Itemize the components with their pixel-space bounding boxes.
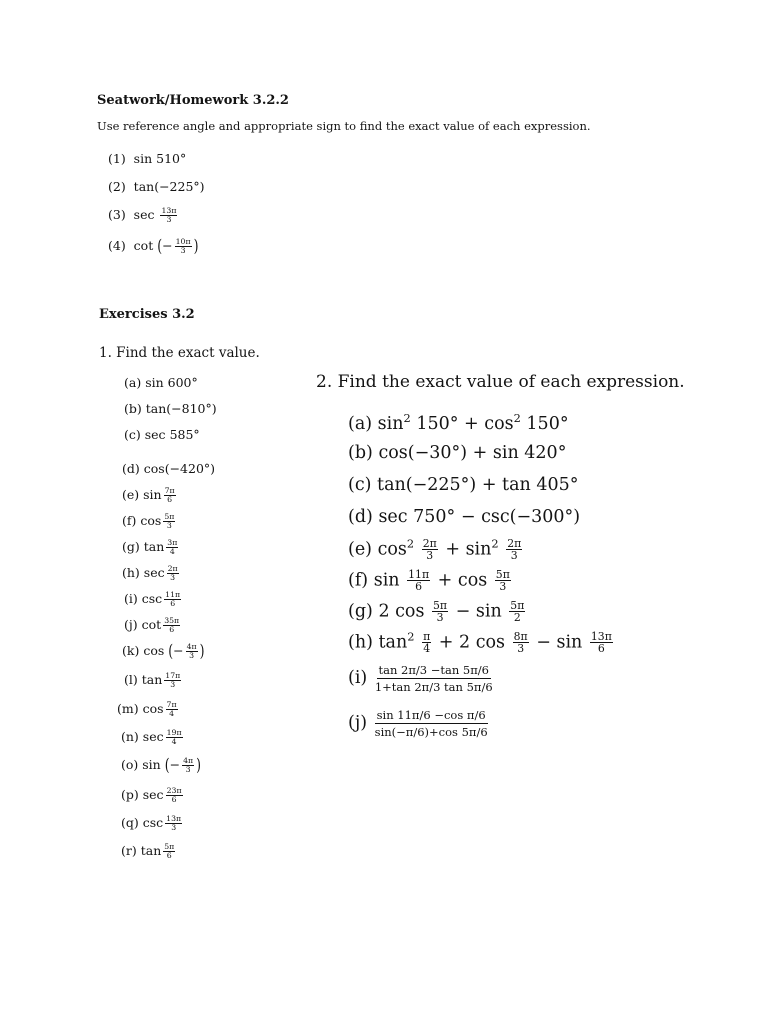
q1-item-a: (a) sin 600°: [124, 375, 198, 390]
q1-item-h: (h) sec $\frac{2\pi}{3}$: [122, 564, 178, 583]
q1-item-n: (n) sec $\frac{19\pi}{4}$: [121, 728, 182, 747]
seatwork-item: (3) sec $\frac{13\pi}{3}$: [108, 206, 177, 225]
q1-item-d: (d) cos(−420°): [122, 461, 216, 476]
q2-item-e: (e) $\cos^2$ $\frac{2\pi}{3}$ + $\sin^2$ $\frac{2\pi}{3}$: [348, 536, 522, 563]
exercises-title: Exercises 3.2: [99, 307, 195, 322]
seatwork-item: (1) sin 510°: [108, 151, 187, 166]
q2-item-j: (j) sin 11π/6 −cos π/6 sin(−π/6)+cos 5π/6: [348, 708, 488, 740]
q1-item-e: (e) sin $\frac{7\pi}{6}$: [122, 486, 175, 505]
q1-item-o: (o) sin (− $\frac{4\pi}{3}$ ): [121, 754, 202, 775]
question-1-heading: 1. Find the exact value.: [99, 345, 260, 361]
q2-item-g: (g) 2 cos $\frac{5\pi}{3}$ − sin $\frac{5\pi}{2}$: [348, 599, 525, 625]
q1-item-c: (c) sec 585°: [124, 427, 200, 442]
q2-item-a: (a) $\sin^2 150^\circ + \cos^2 150^\circ$: [348, 411, 569, 434]
q2-item-i: (i) tan 2π/3 −tan 5π/6 1+tan 2π/3 tan 5π/6: [348, 663, 493, 695]
q2-item-d: (d) sec 750° − csc(−300°): [348, 507, 581, 527]
question-2-heading: 2. Find the exact value of each expression.: [316, 372, 685, 392]
q1-item-p: (p) sec $\frac{23\pi}{6}$: [121, 786, 182, 805]
q1-item-i: (i) csc $\frac{11\pi}{6}$: [124, 590, 181, 609]
seatwork-title: Seatwork/Homework 3.2.2: [97, 93, 289, 108]
q1-item-f: (f) cos $\frac{5\pi}{3}$: [122, 512, 175, 531]
q2-item-f: (f) sin $\frac{11\pi}{6}$ + cos $\frac{5\pi}{3}$: [348, 568, 510, 594]
seatwork-item: (4) cot (− $\frac{10\pi}{3}$ ): [108, 235, 199, 256]
q1-item-j: (j) cot $\frac{35\pi}{6}$: [124, 616, 180, 635]
q1-item-m: (m) cos $\frac{7\pi}{4}$: [117, 700, 177, 719]
q1-item-g: (g) tan $\frac{3\pi}{4}$: [122, 538, 178, 557]
seatwork-instruction: Use reference angle and appropriate sign to find the exact value of each expression.: [97, 119, 591, 133]
q1-item-l: (l) tan $\frac{17\pi}{3}$: [124, 671, 181, 690]
q2-item-c: (c) tan(−225°) + tan 405°: [348, 475, 579, 495]
q1-item-r: (r) tan $\frac{5\pi}{6}$: [121, 842, 175, 861]
seatwork-item: (2) tan(−225°): [108, 179, 205, 194]
q2-item-b: (b) cos(−30°) + sin 420°: [348, 443, 567, 463]
q1-item-b: (b) tan(−810°): [124, 401, 217, 416]
q1-item-q: (q) csc $\frac{13\pi}{3}$: [121, 814, 182, 833]
q1-item-k: (k) cos (− $\frac{4\pi}{3}$ ): [122, 640, 205, 661]
q2-item-h: (h) $\tan^2$ $\frac{\pi}{4}$ + 2 cos $\frac{8\pi}{3}$ − sin $\frac{13\pi}{6}$: [348, 629, 612, 656]
